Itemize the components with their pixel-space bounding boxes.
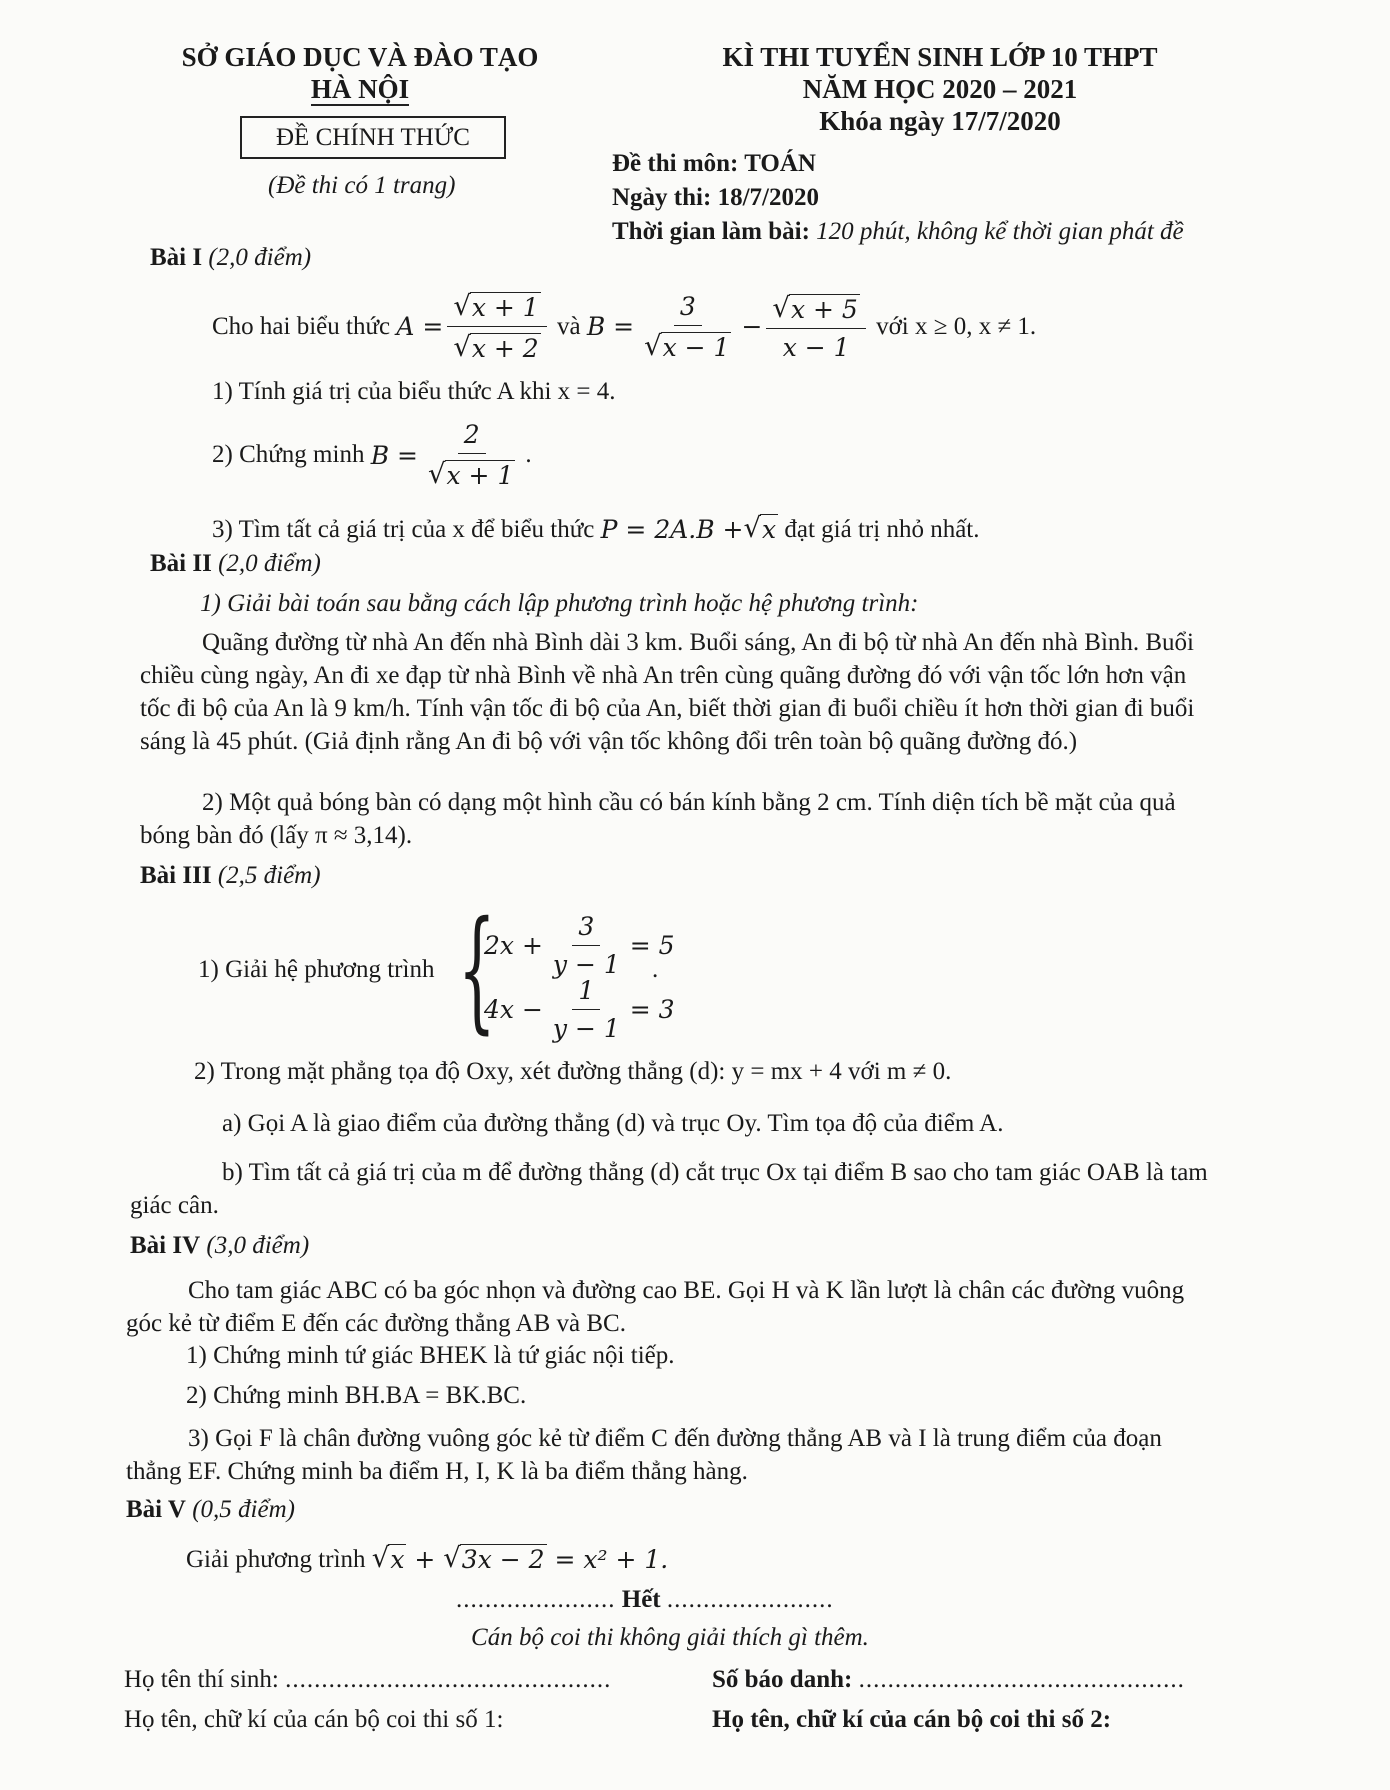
bai1-expressions: Cho hai biểu thức A = √ x + 1 √ x + 2 và B = 3 √ x − 1 − √ x + 5 x − 1 với x ≥ 0, x ≠ 1. [212,290,1037,363]
time-line: Thời gian làm bài: 120 phút, không kể thời gian phát đề [612,218,1184,245]
bai3-q2a: a) Gọi A là giao điểm của đường thẳng (d) và trục Oy. Tìm tọa độ của điểm A. [222,1110,1004,1137]
B-term1-fraction: 3 √ x − 1 [644,291,730,362]
bai2-problem: Quãng đường từ nhà An đến nhà Bình dài 3 km. Buổi sáng, An đi bộ từ nhà An đến nhà Bình. Buổi chiều cùng ngày, An đi xe đạp từ nhà Bình về nhà An trên cùng quãng đường đó với vận tốc lớn hơn vận tốc đi bộ của An là 9 km/h. Tính vận tốc đi bộ của An, biết thời gian đi buổi chiều ít hơn thời gian đi buổi sáng là 45 phút. (Giả định rằng An đi bộ với vận tốc không đổi trên toàn bộ quãng đường đó.) [140,629,1195,755]
bai1-q3: 3) Tìm tất cả giá trị của x để biểu thức P = 2A.B + √ x đạt giá trị nhỏ nhất. [212,512,980,544]
proctor2-label: Họ tên, chữ kí của cán bộ coi thi số 2: [712,1706,1112,1733]
q2-fraction: 2 √ x + 1 [427,420,514,490]
system-period: . [652,956,659,983]
bai4-q1: 1) Chứng minh tứ giác BHEK là tứ giác nội tiếp. [186,1342,675,1369]
candidate-number-line: Số báo danh: ............................................. [712,1666,1185,1693]
bai5-heading: Bài V (0,5 điểm) [126,1496,295,1523]
department-name: SỞ GIÁO DỤC VÀ ĐÀO TẠO [181,42,539,72]
system-eq1: 2x + $\frac{3}{y - 1}$ = 5 [484,912,675,979]
proctor-note: Cán bộ coi thi không giải thích gì thêm. [471,1624,869,1651]
subject-line: Đề thi môn: TOÁN [612,150,816,177]
exam-session: Khóa ngày 17/7/2020 [819,106,1061,136]
B-term2-fraction: √ x + 5 x − 1 [766,292,865,362]
bai1-heading: Bài I (2,0 điểm) [150,244,312,271]
bai3-q2: 2) Trong mặt phẳng tọa độ Oxy, xét đường thẳng (d): y = mx + 4 với m ≠ 0. [194,1058,952,1085]
bai1-q1: 1) Tính giá trị của biểu thức A khi x = 4. [212,378,616,405]
bai2-q1-title: 1) Giải bài toán sau bằng cách lập phương trình hoặc hệ phương trình: [200,590,919,617]
city-name: HÀ NỘI [310,74,410,104]
bai3-q2b: b) Tìm tất cả giá trị của m để đường thẳng (d) cắt trục Ox tại điểm B sao cho tam giác OAB là tam giác cân. [130,1159,1208,1219]
proctor1-label: Họ tên, chữ kí của cán bộ coi thi số 1: [124,1706,504,1733]
page-count-note: (Đề thi có 1 trang) [268,172,456,199]
bai3-heading: Bài III (2,5 điểm) [140,862,321,889]
system-eq2: 4x − $\frac{1}{y - 1}$ = 3 [484,976,675,1043]
bai5-equation: Giải phương trình √ x + √ 3x − 2 = x² + 1. [186,1542,669,1574]
bai2-heading: Bài II (2,0 điểm) [150,550,321,577]
bai2-q2: 2) Một quả bóng bàn có dạng một hình cầu có bán kính bằng 2 cm. Tính diện tích bề mặt của quả bóng bàn đó (lấy π ≈ 3,14). [140,789,1176,849]
end-marker: ...................... Hết ....................... [456,1586,834,1613]
bai4-intro: Cho tam giác ABC có ba góc nhọn và đường cao BE. Gọi H và K lần lượt là chân các đường vuông góc kẻ từ điểm E đến các đường thẳng AB và BC. [126,1277,1185,1337]
bai3-q1-label: 1) Giải hệ phương trình [198,956,435,983]
bai4-q2: 2) Chứng minh BH.BA = BK.BC. [186,1382,527,1409]
system-brace: { [458,893,496,1047]
school-year: NĂM HỌC 2020 – 2021 [802,74,1078,104]
bai4-q3: 3) Gọi F là chân đường vuông góc kẻ từ điểm C đến đường thẳng AB và I là trung điểm của đoạn thẳng EF. Chứng minh ba điểm H, I, K là ba điểm thẳng hàng. [126,1425,1162,1485]
bai1-q2: 2) Chứng minh B = 2 √ x + 1 . [212,420,532,490]
exam-date-line: Ngày thi: 18/7/2020 [612,184,819,211]
official-box: ĐỀ CHÍNH THỨC [240,124,506,152]
candidate-name-line: Họ tên thí sinh: ............................................. [124,1666,612,1693]
exam-title: KÌ THI TUYỂN SINH LỚP 10 THPT [722,42,1158,72]
bai4-heading: Bài IV (3,0 điểm) [130,1232,310,1259]
A-fraction: √ x + 1 √ x + 2 [447,290,546,363]
